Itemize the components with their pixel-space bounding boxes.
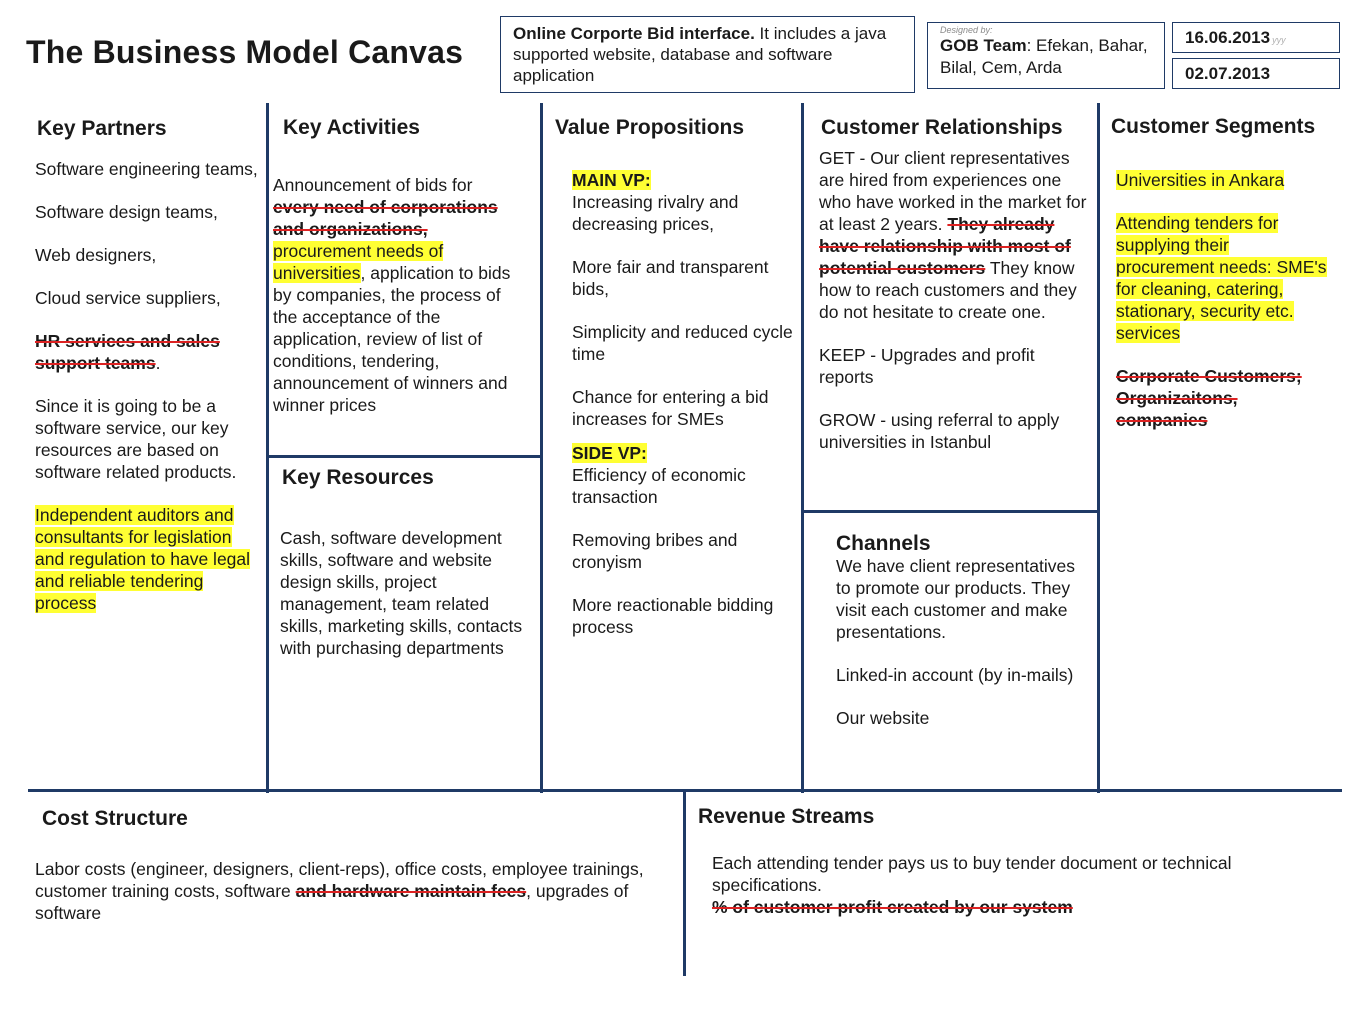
main-vp-label: MAIN VP: — [572, 170, 651, 190]
main-vp-item: More fair and transparent bids, — [572, 257, 769, 299]
side-vp-item: More reactionable bidding process — [572, 595, 774, 637]
segment-struck — [1116, 365, 1328, 431]
key-partner-item: Software design teams, — [35, 202, 218, 222]
activities-highlight: procurement needs of universities — [273, 241, 444, 283]
main-vp-item: Chance for entering a bid increases for SMEs — [572, 387, 769, 429]
activities-struck-text: every need of corporations and organizations, — [273, 197, 498, 239]
channel-item: Our website — [836, 708, 930, 728]
key-partners-heading: Key Partners — [37, 117, 167, 140]
date-box-2 — [1172, 58, 1340, 89]
canvas-title: The Business Model Canvas — [26, 34, 464, 70]
channel-item: Linked-in account (by in-mails) — [836, 665, 1074, 685]
key-partners-section — [35, 158, 259, 635]
key-partner-item: Web designers, — [35, 245, 157, 265]
value-propositions-section — [572, 169, 794, 659]
divider-activities-resources — [268, 455, 542, 458]
customer-segments-section — [1116, 169, 1328, 452]
designed-by-box — [927, 22, 1165, 89]
struck-suffix: . — [155, 353, 161, 373]
side-vp-label: SIDE VP: — [572, 443, 647, 463]
segment-highlight-1 — [1116, 169, 1328, 191]
activities-text-end: , application to bids by companies, the process of the acceptance of the application, review of list of conditions, tendering, announcement of winners and winner prices — [273, 263, 511, 415]
revenue-streams-section — [712, 852, 1322, 918]
segment-highlight-2 — [1116, 212, 1328, 344]
key-partner-item: Cloud service suppliers, — [35, 288, 221, 308]
highlighted-segment: Universities in Ankara — [1116, 170, 1285, 190]
divider-relationships-channels — [803, 510, 1099, 513]
main-vp-item: Simplicity and reduced cycle time — [572, 322, 793, 364]
get-struck-text: They already have relationship with most of potential customers — [819, 214, 1071, 278]
project-description: It includes a java supported website, database and software application — [513, 24, 887, 85]
cost-tail: , upgrades of software — [35, 881, 629, 923]
revenue-struck-text: % of customer profit created by our system — [712, 897, 1073, 917]
key-partners-note: Since it is going to be a software service, our key resources are based on software related products. — [35, 396, 237, 482]
key-activities-text — [273, 174, 523, 416]
divider-cost-revenue — [683, 792, 686, 976]
activities-text-start: Announcement of bids for — [273, 175, 473, 195]
project-name: Online Corporte Bid interface. — [513, 24, 755, 43]
get-text: GET - Our client representatives are hired from experiences one who have worked in the market for at least 2 years. — [819, 148, 1087, 234]
team-name: GOB Team — [940, 36, 1027, 55]
designed-by-label: Designed by: — [940, 25, 993, 35]
relationship-grow: GROW - using referral to apply universities in Istanbul — [819, 410, 1060, 452]
channels-section — [836, 555, 1080, 750]
date-1: 16.06.2013 — [1185, 28, 1271, 47]
divider-value-relationships — [801, 103, 804, 793]
key-activities-heading: Key Activities — [283, 116, 420, 139]
channels-heading: Channels — [836, 532, 931, 555]
revenue-text: Each attending tender pays us to buy tender document or technical specifications. — [712, 853, 1232, 895]
customer-relationships-section — [819, 147, 1093, 474]
main-vp-item: Increasing rivalry and decreasing prices, — [572, 192, 739, 234]
struck-partner: HR services and sales support teams — [35, 331, 220, 373]
relationship-keep: KEEP - Upgrades and profit reports — [819, 345, 1035, 387]
cost-struck-text: and hardware maintain fees — [295, 881, 527, 901]
customer-segments-heading: Customer Segments — [1111, 115, 1316, 138]
date-box-1 — [1172, 22, 1340, 53]
divider-partners-activities — [266, 103, 269, 793]
cost-structure-text — [35, 858, 665, 924]
date-2: 02.07.2013 — [1185, 64, 1271, 83]
key-partner-item-struck — [35, 330, 259, 374]
side-vp-item: Efficiency of economic transaction — [572, 465, 746, 507]
relationship-get — [819, 147, 1093, 323]
date-1-placeholder: yyy — [1272, 35, 1286, 45]
key-resources-heading: Key Resources — [282, 466, 434, 489]
channel-item: We have client representatives to promote our products. They visit each customer and make presentations. — [836, 556, 1075, 642]
key-partner-item: Software engineering teams, — [35, 159, 258, 179]
customer-relationships-heading: Customer Relationships — [821, 116, 1063, 139]
highlighted-partner: Independent auditors and consultants for legislation and regulation to have legal and reliable tendering process — [35, 505, 251, 613]
get-tail: They know how to reach customers and they do not hesitate to create one. — [819, 258, 1077, 322]
highlighted-segment: Attending tenders for supplying their procurement needs: SME's for cleaning, catering, stationary, security etc. services — [1116, 213, 1327, 343]
divider-relationships-segments — [1097, 103, 1100, 793]
side-vp-item: Removing bribes and cronyism — [572, 530, 738, 572]
cost-text: Labor costs (engineer, designers, client-reps), office costs, employee trainings, customer training costs, software — [35, 859, 644, 901]
revenue-streams-heading: Revenue Streams — [698, 805, 875, 828]
struck-segment: Corporate Customers; Organizaitons, companies — [1116, 366, 1302, 430]
cost-structure-heading: Cost Structure — [42, 807, 188, 830]
value-propositions-heading: Value Propositions — [555, 116, 745, 139]
team-members: : Efekan, Bahar, Bilal, Cem, Arda — [940, 36, 1148, 77]
divider-activities-value — [540, 103, 543, 793]
project-description-box — [500, 16, 915, 93]
key-partners-highlight — [35, 504, 259, 614]
key-resources-text: Cash, software development skills, software and website design skills, project management, team related skills, marketing skills, contacts with purchasing departments — [280, 528, 523, 658]
